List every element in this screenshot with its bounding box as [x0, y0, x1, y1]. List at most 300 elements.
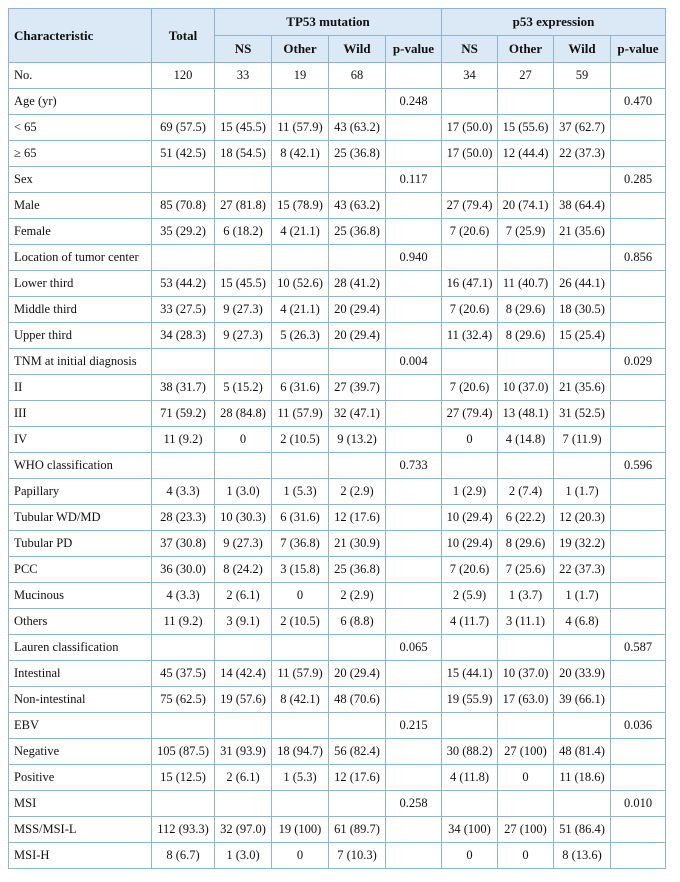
table-cell: 6 (22.2) [498, 505, 554, 531]
table-cell [152, 635, 215, 661]
table-cell [554, 167, 611, 193]
row-label: ≥ 65 [9, 141, 152, 167]
table-cell: 6 (18.2) [215, 219, 272, 245]
table-cell: 18 (30.5) [554, 297, 611, 323]
table-cell: 32 (47.1) [329, 401, 386, 427]
table-cell: 9 (27.3) [215, 297, 272, 323]
table-cell: 11 (32.4) [442, 323, 498, 349]
table-row [9, 687, 666, 713]
table-cell: 10 (37.0) [498, 375, 554, 401]
row-label: MSI-H [9, 843, 152, 869]
header-sub: Other [272, 36, 329, 63]
table-cell: 120 [152, 63, 215, 89]
table-cell [386, 583, 442, 609]
table-cell [386, 661, 442, 687]
table-cell: 15 (44.1) [442, 661, 498, 687]
table-cell: 11 (9.2) [152, 609, 215, 635]
table-wrapper [8, 8, 666, 869]
table-cell: 51 (86.4) [554, 817, 611, 843]
table-cell: 0.940 [386, 245, 442, 271]
table-cell: 33 [215, 63, 272, 89]
table-cell: 21 (35.6) [554, 375, 611, 401]
table-cell: 18 (54.5) [215, 141, 272, 167]
table-cell [386, 479, 442, 505]
table-cell: 20 (33.9) [554, 661, 611, 687]
table-cell [498, 89, 554, 115]
table-cell: 8 (6.7) [152, 843, 215, 869]
table-cell [272, 245, 329, 271]
table-cell: 38 (64.4) [554, 193, 611, 219]
table-cell [611, 687, 666, 713]
table-cell: 1 (2.9) [442, 479, 498, 505]
table-cell: 10 (37.0) [498, 661, 554, 687]
table-cell: 51 (42.5) [152, 141, 215, 167]
table-cell: 0.587 [611, 635, 666, 661]
table-row [9, 401, 666, 427]
table-cell: 6 (8.8) [329, 609, 386, 635]
table-cell: 15 (25.4) [554, 323, 611, 349]
table-cell: 17 (63.0) [498, 687, 554, 713]
row-label: Sex [9, 167, 152, 193]
table-cell: 19 (57.6) [215, 687, 272, 713]
table-cell: 0.258 [386, 791, 442, 817]
table-cell: 1 (1.7) [554, 583, 611, 609]
table-row [9, 531, 666, 557]
table-cell [498, 349, 554, 375]
table-cell: 8 (13.6) [554, 843, 611, 869]
table-cell: 18 (94.7) [272, 739, 329, 765]
table-cell: 7 (20.6) [442, 375, 498, 401]
table-cell: 11 (57.9) [272, 661, 329, 687]
table-cell: 48 (81.4) [554, 739, 611, 765]
table-cell [215, 167, 272, 193]
row-label: Middle third [9, 297, 152, 323]
table-row [9, 609, 666, 635]
table-cell: 17 (50.0) [442, 141, 498, 167]
table-cell: 25 (36.8) [329, 557, 386, 583]
header-sub: Wild [554, 36, 611, 63]
header-sub: NS [442, 36, 498, 63]
table-cell: 0.856 [611, 245, 666, 271]
table-cell [611, 557, 666, 583]
table-cell [611, 115, 666, 141]
table-cell [272, 635, 329, 661]
table-cell [272, 713, 329, 739]
table-cell [386, 739, 442, 765]
table-cell [554, 89, 611, 115]
table-cell: 26 (44.1) [554, 271, 611, 297]
table-cell: 2 (10.5) [272, 427, 329, 453]
table-cell: 0.596 [611, 453, 666, 479]
table-cell: 9 (13.2) [329, 427, 386, 453]
table-cell: 112 (93.3) [152, 817, 215, 843]
table-cell: 7 (20.6) [442, 297, 498, 323]
table-cell [554, 713, 611, 739]
table-cell: 27 (79.4) [442, 401, 498, 427]
table-cell: 7 (25.9) [498, 219, 554, 245]
table-cell: 48 (70.6) [329, 687, 386, 713]
row-label: II [9, 375, 152, 401]
table-cell: 43 (63.2) [329, 193, 386, 219]
table-cell [386, 687, 442, 713]
table-cell [215, 635, 272, 661]
table-cell: 11 (9.2) [152, 427, 215, 453]
table-cell [215, 349, 272, 375]
table-cell: 7 (11.9) [554, 427, 611, 453]
table-row [9, 635, 666, 661]
table-cell: 0 [442, 427, 498, 453]
table-cell: 69 (57.5) [152, 115, 215, 141]
table-cell: 0 [272, 583, 329, 609]
table-cell [442, 635, 498, 661]
table-cell [442, 89, 498, 115]
table-cell [611, 141, 666, 167]
table-cell [611, 297, 666, 323]
table-cell: 36 (30.0) [152, 557, 215, 583]
table-row [9, 193, 666, 219]
row-label: No. [9, 63, 152, 89]
table-cell: 11 (18.6) [554, 765, 611, 791]
table-row [9, 453, 666, 479]
table-cell: 4 (6.8) [554, 609, 611, 635]
table-cell [611, 531, 666, 557]
row-label: Age (yr) [9, 89, 152, 115]
table-cell: 4 (11.7) [442, 609, 498, 635]
table-cell: 1 (5.3) [272, 479, 329, 505]
row-label: MSS/MSI-L [9, 817, 152, 843]
header-row-group [9, 9, 666, 36]
table-cell: 33 (27.5) [152, 297, 215, 323]
table-cell: 7 (20.6) [442, 219, 498, 245]
table-cell: 0.065 [386, 635, 442, 661]
row-label: PCC [9, 557, 152, 583]
table-row [9, 297, 666, 323]
table-cell [386, 297, 442, 323]
table-row [9, 843, 666, 869]
table-cell: 20 (29.4) [329, 661, 386, 687]
table-cell [554, 791, 611, 817]
table-cell [442, 791, 498, 817]
table-cell [611, 765, 666, 791]
table-row [9, 765, 666, 791]
table-cell: 71 (59.2) [152, 401, 215, 427]
table-cell: 19 [272, 63, 329, 89]
table-cell [498, 791, 554, 817]
table-cell [152, 713, 215, 739]
table-cell [611, 739, 666, 765]
table-cell: 8 (42.1) [272, 141, 329, 167]
header-sub: Wild [329, 36, 386, 63]
row-label: Female [9, 219, 152, 245]
table-row [9, 63, 666, 89]
row-label: IV [9, 427, 152, 453]
table-cell [386, 765, 442, 791]
table-cell: 35 (29.2) [152, 219, 215, 245]
header-total: Total [152, 9, 215, 63]
table-cell [215, 89, 272, 115]
table-cell: 10 (30.3) [215, 505, 272, 531]
row-label: Mucinous [9, 583, 152, 609]
row-label: Male [9, 193, 152, 219]
table-cell [611, 193, 666, 219]
table-body [9, 63, 666, 869]
table-cell [386, 375, 442, 401]
table-cell: 5 (26.3) [272, 323, 329, 349]
table-cell: 17 (50.0) [442, 115, 498, 141]
table-row [9, 791, 666, 817]
table-cell: 0.010 [611, 791, 666, 817]
table-cell [272, 89, 329, 115]
table-cell: 61 (89.7) [329, 817, 386, 843]
table-cell: 4 (3.3) [152, 583, 215, 609]
table-cell [611, 271, 666, 297]
row-label: Upper third [9, 323, 152, 349]
table-cell: 6 (31.6) [272, 505, 329, 531]
table-cell: 3 (15.8) [272, 557, 329, 583]
table-cell [386, 843, 442, 869]
table-cell: 0 [498, 765, 554, 791]
table-cell: 31 (93.9) [215, 739, 272, 765]
table-cell: 12 (20.3) [554, 505, 611, 531]
table-row [9, 505, 666, 531]
row-label: Lauren classification [9, 635, 152, 661]
table-cell: 27 [498, 63, 554, 89]
table-cell: 0.029 [611, 349, 666, 375]
table-cell: 7 (25.6) [498, 557, 554, 583]
table-cell: 11 (40.7) [498, 271, 554, 297]
table-cell: 0.733 [386, 453, 442, 479]
table-cell: 105 (87.5) [152, 739, 215, 765]
table-cell [152, 89, 215, 115]
table-cell: 59 [554, 63, 611, 89]
table-cell [611, 583, 666, 609]
table-cell: 11 (57.9) [272, 401, 329, 427]
table-cell: 14 (42.4) [215, 661, 272, 687]
table-cell: 43 (63.2) [329, 115, 386, 141]
table-cell [152, 453, 215, 479]
table-cell [386, 531, 442, 557]
table-cell: 15 (12.5) [152, 765, 215, 791]
table-cell [272, 167, 329, 193]
table-cell: 27 (100) [498, 817, 554, 843]
row-label: III [9, 401, 152, 427]
table-row [9, 479, 666, 505]
row-label: EBV [9, 713, 152, 739]
table-cell [386, 115, 442, 141]
table-cell: 0 [442, 843, 498, 869]
row-label: Tubular PD [9, 531, 152, 557]
table-cell [386, 557, 442, 583]
table-cell: 0.004 [386, 349, 442, 375]
table-cell: 75 (62.5) [152, 687, 215, 713]
table-cell: 28 (41.2) [329, 271, 386, 297]
table-cell: 0.248 [386, 89, 442, 115]
table-cell [442, 245, 498, 271]
table-cell [498, 167, 554, 193]
table-cell: 85 (70.8) [152, 193, 215, 219]
table-cell: 12 (17.6) [329, 505, 386, 531]
table-cell: 5 (15.2) [215, 375, 272, 401]
table-cell [386, 63, 442, 89]
table-cell: 19 (100) [272, 817, 329, 843]
table-cell: 3 (11.1) [498, 609, 554, 635]
table-cell [611, 843, 666, 869]
header-p53-expression: p53 expression [442, 9, 666, 36]
table-row [9, 375, 666, 401]
table-cell [498, 635, 554, 661]
table-row [9, 115, 666, 141]
table-cell [386, 427, 442, 453]
table-cell [386, 505, 442, 531]
table-cell [611, 479, 666, 505]
table-cell: 31 (52.5) [554, 401, 611, 427]
header-sub: p-value [386, 36, 442, 63]
table-cell [329, 453, 386, 479]
table-cell: 34 (28.3) [152, 323, 215, 349]
table-cell: 38 (31.7) [152, 375, 215, 401]
table-cell: 19 (55.9) [442, 687, 498, 713]
row-label: MSI [9, 791, 152, 817]
table-row [9, 245, 666, 271]
header-sub: p-value [611, 36, 666, 63]
table-cell [329, 635, 386, 661]
table-row [9, 141, 666, 167]
table-cell [329, 167, 386, 193]
table-cell: 27 (100) [498, 739, 554, 765]
row-label: Tubular WD/MD [9, 505, 152, 531]
table-cell: 13 (48.1) [498, 401, 554, 427]
table-cell [152, 245, 215, 271]
table-cell [152, 349, 215, 375]
table-cell [442, 453, 498, 479]
table-cell: 1 (3.0) [215, 843, 272, 869]
table-cell [329, 89, 386, 115]
table-cell [386, 219, 442, 245]
table-cell: 1 (1.7) [554, 479, 611, 505]
table-cell: 0 [272, 843, 329, 869]
table-cell [554, 635, 611, 661]
table-cell [215, 245, 272, 271]
table-cell: 4 (14.8) [498, 427, 554, 453]
table-cell: 25 (36.8) [329, 141, 386, 167]
table-cell: 27 (81.8) [215, 193, 272, 219]
table-cell: 28 (23.3) [152, 505, 215, 531]
table-cell [554, 453, 611, 479]
table-cell [611, 817, 666, 843]
table-cell [272, 453, 329, 479]
table-cell: 21 (35.6) [554, 219, 611, 245]
table-cell [386, 609, 442, 635]
table-cell [386, 817, 442, 843]
table-row [9, 219, 666, 245]
table-cell: 19 (32.2) [554, 531, 611, 557]
table-cell: 8 (29.6) [498, 323, 554, 349]
row-label: Others [9, 609, 152, 635]
table-cell: 4 (3.3) [152, 479, 215, 505]
table-row [9, 323, 666, 349]
table-cell: 1 (5.3) [272, 765, 329, 791]
table-cell: 10 (29.4) [442, 505, 498, 531]
table-cell: 2 (10.5) [272, 609, 329, 635]
table-cell: 9 (27.3) [215, 323, 272, 349]
table-cell: 8 (29.6) [498, 531, 554, 557]
table-cell: 56 (82.4) [329, 739, 386, 765]
table-cell: 20 (29.4) [329, 323, 386, 349]
table-cell: 34 (100) [442, 817, 498, 843]
table-cell [611, 219, 666, 245]
table-cell: 11 (57.9) [272, 115, 329, 141]
table-cell: 0.117 [386, 167, 442, 193]
table-cell [611, 63, 666, 89]
row-label: TNM at initial diagnosis [9, 349, 152, 375]
table-cell: 7 (10.3) [329, 843, 386, 869]
table-cell: 12 (44.4) [498, 141, 554, 167]
table-cell: 4 (21.1) [272, 297, 329, 323]
row-label: Lower third [9, 271, 152, 297]
row-label: Positive [9, 765, 152, 791]
table-cell: 12 (17.6) [329, 765, 386, 791]
table-row [9, 557, 666, 583]
table-cell: 0 [498, 843, 554, 869]
table-cell: 15 (78.9) [272, 193, 329, 219]
table-row [9, 661, 666, 687]
table-cell: 4 (11.8) [442, 765, 498, 791]
table-cell: 10 (52.6) [272, 271, 329, 297]
table-cell: 22 (37.3) [554, 557, 611, 583]
table-cell [152, 167, 215, 193]
table-cell: 1 (3.7) [498, 583, 554, 609]
table-row [9, 713, 666, 739]
table-cell [215, 791, 272, 817]
table-cell: 27 (39.7) [329, 375, 386, 401]
table-cell: 4 (21.1) [272, 219, 329, 245]
table-cell: 15 (45.5) [215, 271, 272, 297]
table-cell: 25 (36.8) [329, 219, 386, 245]
table-cell: 2 (7.4) [498, 479, 554, 505]
table-row [9, 89, 666, 115]
table-cell: 2 (2.9) [329, 479, 386, 505]
table-cell: 2 (6.1) [215, 583, 272, 609]
table-cell: 20 (74.1) [498, 193, 554, 219]
table-cell: 34 [442, 63, 498, 89]
row-label: WHO classification [9, 453, 152, 479]
table-cell: 20 (29.4) [329, 297, 386, 323]
table-cell: 27 (79.4) [442, 193, 498, 219]
table-row [9, 817, 666, 843]
row-label: Negative [9, 739, 152, 765]
table-cell [442, 167, 498, 193]
table-cell [386, 193, 442, 219]
table-row [9, 271, 666, 297]
table-cell: 15 (45.5) [215, 115, 272, 141]
table-cell [498, 453, 554, 479]
table-row [9, 349, 666, 375]
table-cell: 21 (30.9) [329, 531, 386, 557]
table-cell: 37 (62.7) [554, 115, 611, 141]
table-cell: 15 (55.6) [498, 115, 554, 141]
table-cell [386, 323, 442, 349]
table-cell [554, 349, 611, 375]
table-cell: 7 (36.8) [272, 531, 329, 557]
table-cell [386, 401, 442, 427]
table-cell [386, 271, 442, 297]
header-characteristic: Characteristic [9, 9, 152, 63]
header-sub: Other [498, 36, 554, 63]
table-cell: 0.215 [386, 713, 442, 739]
table-cell [498, 245, 554, 271]
table-cell: 30 (88.2) [442, 739, 498, 765]
table-cell [329, 713, 386, 739]
